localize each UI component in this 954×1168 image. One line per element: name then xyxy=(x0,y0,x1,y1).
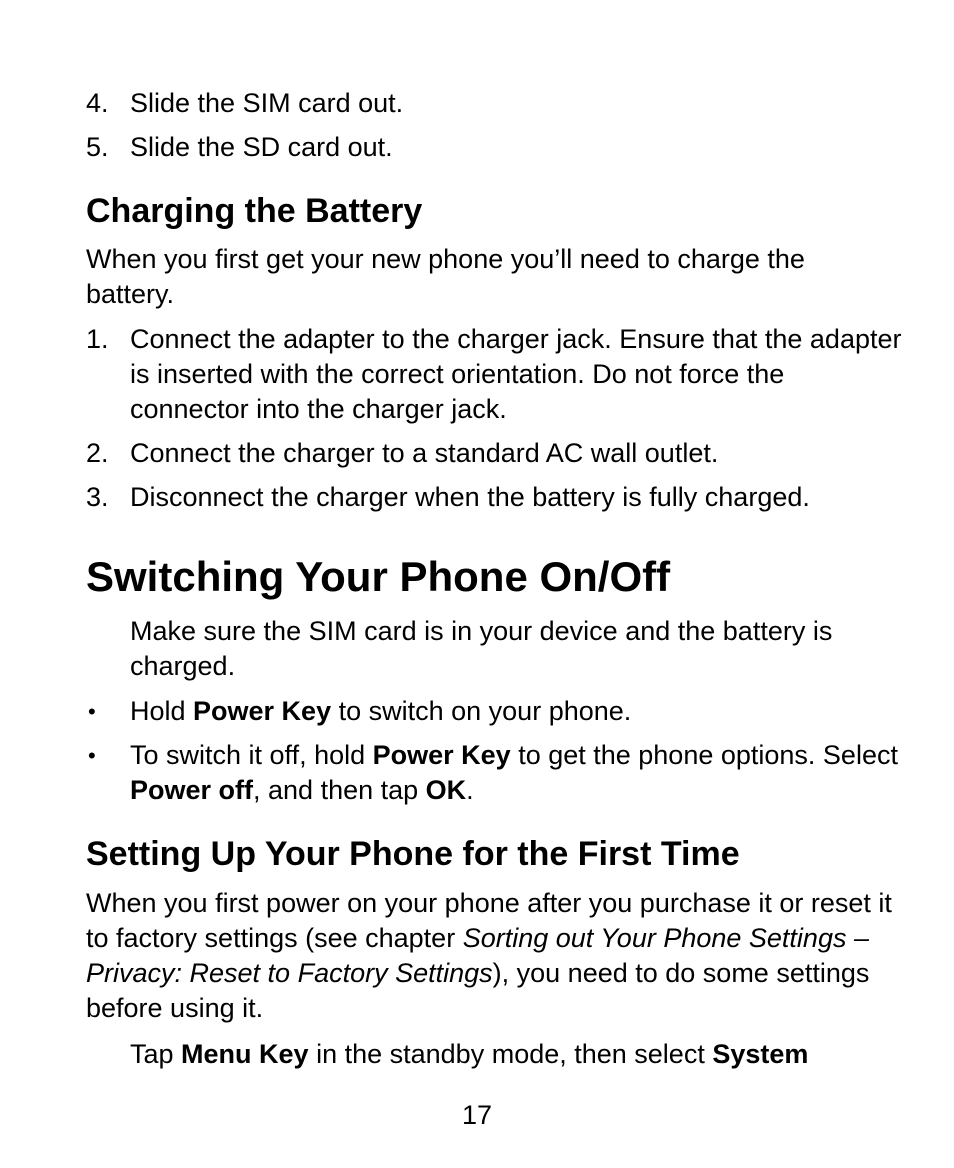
setup-paragraph xyxy=(86,886,896,1026)
ok-label: OK xyxy=(425,775,467,805)
step-text: Connect the charger to a standard AC wall outlet. xyxy=(130,438,719,468)
setup-text-pre: When you first power on your phone after you purchase it or reset it to factory settings (see chapter xyxy=(86,888,892,953)
step-text: Slide the SD card out. xyxy=(130,132,393,162)
step-number: 1. xyxy=(86,324,109,354)
step-text: Slide the SIM card out. xyxy=(130,88,404,118)
list-item xyxy=(86,322,906,427)
list-item xyxy=(86,86,906,121)
tap-text-pre: Tap xyxy=(130,1039,182,1069)
chapter-reference: Sorting out Your Phone Settings – Privacy: Reset to Factory Settings xyxy=(86,923,869,988)
power-key-label: Power Key xyxy=(372,740,511,770)
list-item xyxy=(86,480,906,515)
step-text: Disconnect the charger when the battery is fully charged. xyxy=(130,482,810,512)
setup-text-post: ), you need to do some settings before using it. xyxy=(86,958,870,1023)
setup-tap-instruction xyxy=(86,1037,930,1072)
switching-bullets xyxy=(86,694,906,808)
menu-key-label: Menu Key xyxy=(181,1039,309,1069)
list-item xyxy=(86,738,906,808)
step-text: Connect the adapter to the charger jack. Ensure that the adapter is inserted with the correct orientation. Do not force the connector into the charger jack. xyxy=(130,324,902,424)
page-number: 17 xyxy=(461,1100,493,1130)
switching-heading: Switching Your Phone On/Off xyxy=(86,553,671,600)
bullet-text-pre: Hold xyxy=(130,696,194,726)
step-list-top xyxy=(86,86,906,165)
charging-steps xyxy=(86,322,906,515)
charging-intro: When you first get your new phone you’ll need to charge the battery. xyxy=(86,244,805,309)
tap-text-mid: in the standby mode, then select xyxy=(308,1039,713,1069)
list-item xyxy=(86,130,906,165)
bullet-text-post: to switch on your phone. xyxy=(331,696,632,726)
bullet-icon: • xyxy=(88,699,96,724)
bullet-text-pre: To switch it off, hold xyxy=(130,740,373,770)
charging-heading: Charging the Battery xyxy=(86,192,423,230)
list-item xyxy=(86,694,906,729)
step-number: 2. xyxy=(86,438,109,468)
system-label: System xyxy=(712,1039,809,1069)
bullet-text-mid: , and then tap xyxy=(253,775,426,805)
step-number: 5. xyxy=(86,132,109,162)
bullet-icon: • xyxy=(88,743,96,768)
switching-intro: Make sure the SIM card is in your device and the battery is charged. xyxy=(130,616,833,681)
power-key-label: Power Key xyxy=(193,696,332,726)
step-number: 3. xyxy=(86,482,109,512)
setup-heading: Setting Up Your Phone for the First Time xyxy=(86,835,740,873)
step-number: 4. xyxy=(86,88,109,118)
list-item xyxy=(86,436,906,471)
bullet-text-mid: to get the phone options. Select xyxy=(510,740,898,770)
bullet-text-post: . xyxy=(466,775,474,805)
power-off-label: Power off xyxy=(130,775,254,805)
